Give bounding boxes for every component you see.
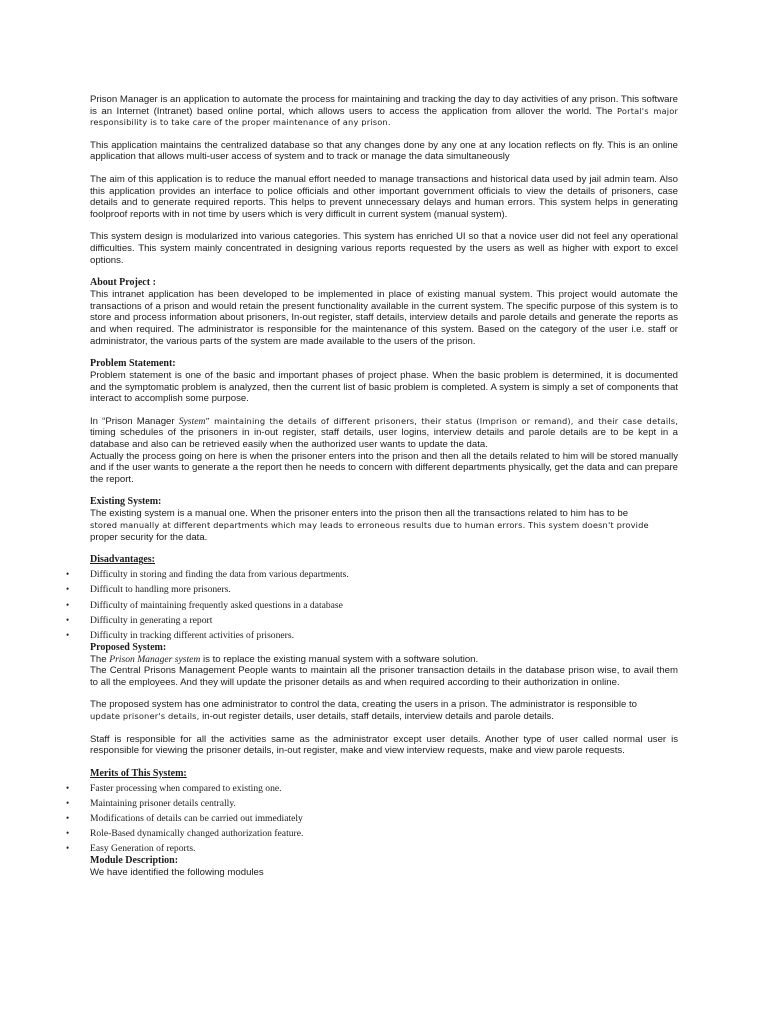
prison-lead: In “Prison Manager <box>90 415 179 427</box>
disadvantages-section <box>66 554 678 641</box>
intro-text: Prison Manager is an application to automate the process for maintaining and tracking the day to day activities of any prison. This software is an Internet (Intranet) based online portal, which allows users to access the application from allover the world. The <box>90 94 678 117</box>
bullet-icon: • <box>66 843 70 854</box>
list-item: • Faster processing when compared to existing one. <box>66 782 282 794</box>
list-item: • Maintaining prisoner details centrally. <box>66 797 236 809</box>
prison-text: timing schedules of the prisoners in in-out register, staff details, user logins, interview details and parole details are to be kept in a database and also can be retrieved easily when the authorized user wants to update the data. <box>90 427 678 451</box>
proposed-text: is to replace the existing manual system with a software solution. <box>200 653 479 665</box>
proposed-paragraph-2 <box>90 699 678 722</box>
list-item: • Difficulty of maintaining frequently asked questions in a database <box>66 599 343 611</box>
about-heading: About Project : <box>90 277 156 289</box>
existing-text-1: The existing system is a manual one. When the prisoner enters into the prison then all the transactions related to him has to be <box>90 508 629 520</box>
intro-paragraph-4: This system design is modularized into various categories. This system has enriched UI so that a novice user did not feel any operational difficulties. This system mainly concentrated in designing various reports requested by the users as well as higher with export to excel options. <box>90 231 678 266</box>
intro-paragraph-1 <box>90 94 678 129</box>
proposed-text-alt: update prisoner's details, <box>90 710 200 721</box>
list-item: • Difficulty in tracking different activities of prisoners. <box>66 629 294 641</box>
bullet-icon: • <box>66 782 70 793</box>
proposed-section <box>90 642 678 689</box>
existing-text-2: stored manually at different departments which may leads to erroneous results due to human errors. This system doesn't provide <box>90 520 649 531</box>
proposed-heading: Proposed System: <box>90 641 167 653</box>
existing-heading: Existing System: <box>90 496 162 508</box>
bullet-icon: • <box>66 629 70 640</box>
merits-list <box>66 783 678 855</box>
bullet-icon: • <box>66 569 70 580</box>
problem-heading: Problem Statement: <box>90 358 176 370</box>
module-text: We have identified the following modules <box>90 867 264 879</box>
proposed-italic: Prison Manager system <box>109 653 201 665</box>
list-item: • Modifications of details can be carried out immediately <box>66 813 303 825</box>
bullet-icon: • <box>66 584 70 595</box>
prison-text-2: Actually the process going on here is when the prisoner enters into the prison and then all the details related to him will be stored manually and if the user wants to generate a the report then he needs to concern with different departments physically, get the data and can prepare the report. <box>90 450 678 485</box>
about-section <box>90 277 678 347</box>
proposed-line-2: The Central Prisons Management People wants to maintain all the prisoner transaction details in the database prison wise, to avail them to all the employees. And they will update the prisoner details as and when required according to their authorization in online. <box>90 665 678 688</box>
proposed-text: The proposed system has one administrator to control the data, creating the users in a prison. The administrator is responsible to <box>90 699 637 711</box>
merits-heading: Merits of This System: <box>90 767 187 779</box>
merits-section <box>66 767 678 855</box>
list-item: • Easy Generation of reports. <box>66 843 196 855</box>
prison-lead-alt: ” maintaining the details of different prisoners, their status (Imprison or remand), and their case details, <box>205 415 679 426</box>
intro-text-alt: Portal's major responsibility is to take care of the proper maintenance of any prison. <box>90 105 678 128</box>
list-item: • Role-Based dynamically changed authorization feature. <box>66 828 304 840</box>
proposed-text: in-out register details, user details, staff details, interview details and parole details. <box>199 710 554 722</box>
bullet-icon: • <box>66 797 70 808</box>
bullet-icon: • <box>66 828 70 839</box>
existing-text-3: proper security for the data. <box>90 531 208 543</box>
bullet-icon: • <box>66 614 70 625</box>
document-page <box>66 94 679 890</box>
list-item: • Difficulty in generating a report <box>66 614 213 626</box>
intro-paragraph-2: This application maintains the centralized database so that any changes done by any one at any location reflects on fly. This is an online application that allows multi-user access of system and to track or manage the data simultaneously <box>90 139 678 163</box>
module-heading: Module Description: <box>90 855 179 867</box>
list-item: • Difficulty in storing and finding the data from various departments. <box>66 569 349 581</box>
prison-lead-italic: System <box>178 415 206 427</box>
list-item: • Difficult to handling more prisoners. <box>66 584 231 596</box>
bullet-icon: • <box>66 813 70 824</box>
problem-section <box>90 358 678 405</box>
disadvantages-heading: Disadvantages: <box>90 554 156 566</box>
about-text: This intranet application has been developed to be implemented in place of existing manual system. This project would automate the transactions of a prison and would retain the present functionality available in the current system. The specific purpose of this system is to store and process information about prisoners, In-out register, staff details, interview details and parole details and generate the reports as and when required. The administrator is responsible for the maintenance of this system. Based on the category of the user i.e. staff or administrator, the various parts of the system are made available to the users of the prison. <box>90 289 678 347</box>
existing-section <box>90 496 678 543</box>
problem-text: Problem statement is one of the basic and important phases of project phase. When the basic problem is determined, it is documented and the symptomatic problem is analyzed, then the current list of basic problem is completed. A system is simply a set of components that interact to accomplish some purpose. <box>90 370 678 405</box>
proposed-paragraph-3: Staff is responsible for all the activities same as the administrator except user details. Another type of user called normal user is responsible for viewing the prisoner details, in-out register, make and view interview requests, make and view parole requests. <box>90 733 678 757</box>
intro-paragraph-3: The aim of this application is to reduce the manual effort needed to manage transactions and historical data used by jail admin team. Also this application provides an interface to police officials and other important government officials to view the details of prisoners, case details and to generate required reports. This helps to prevent unnecessary delays and human errors. This system helps in generating foolproof reports with in not time by users which is very difficult in current system (manual system). <box>90 173 678 220</box>
module-section <box>90 855 678 879</box>
proposed-text: The <box>90 653 110 665</box>
prison-section <box>90 416 678 486</box>
disadvantages-list <box>66 569 678 641</box>
bullet-icon: • <box>66 599 70 610</box>
